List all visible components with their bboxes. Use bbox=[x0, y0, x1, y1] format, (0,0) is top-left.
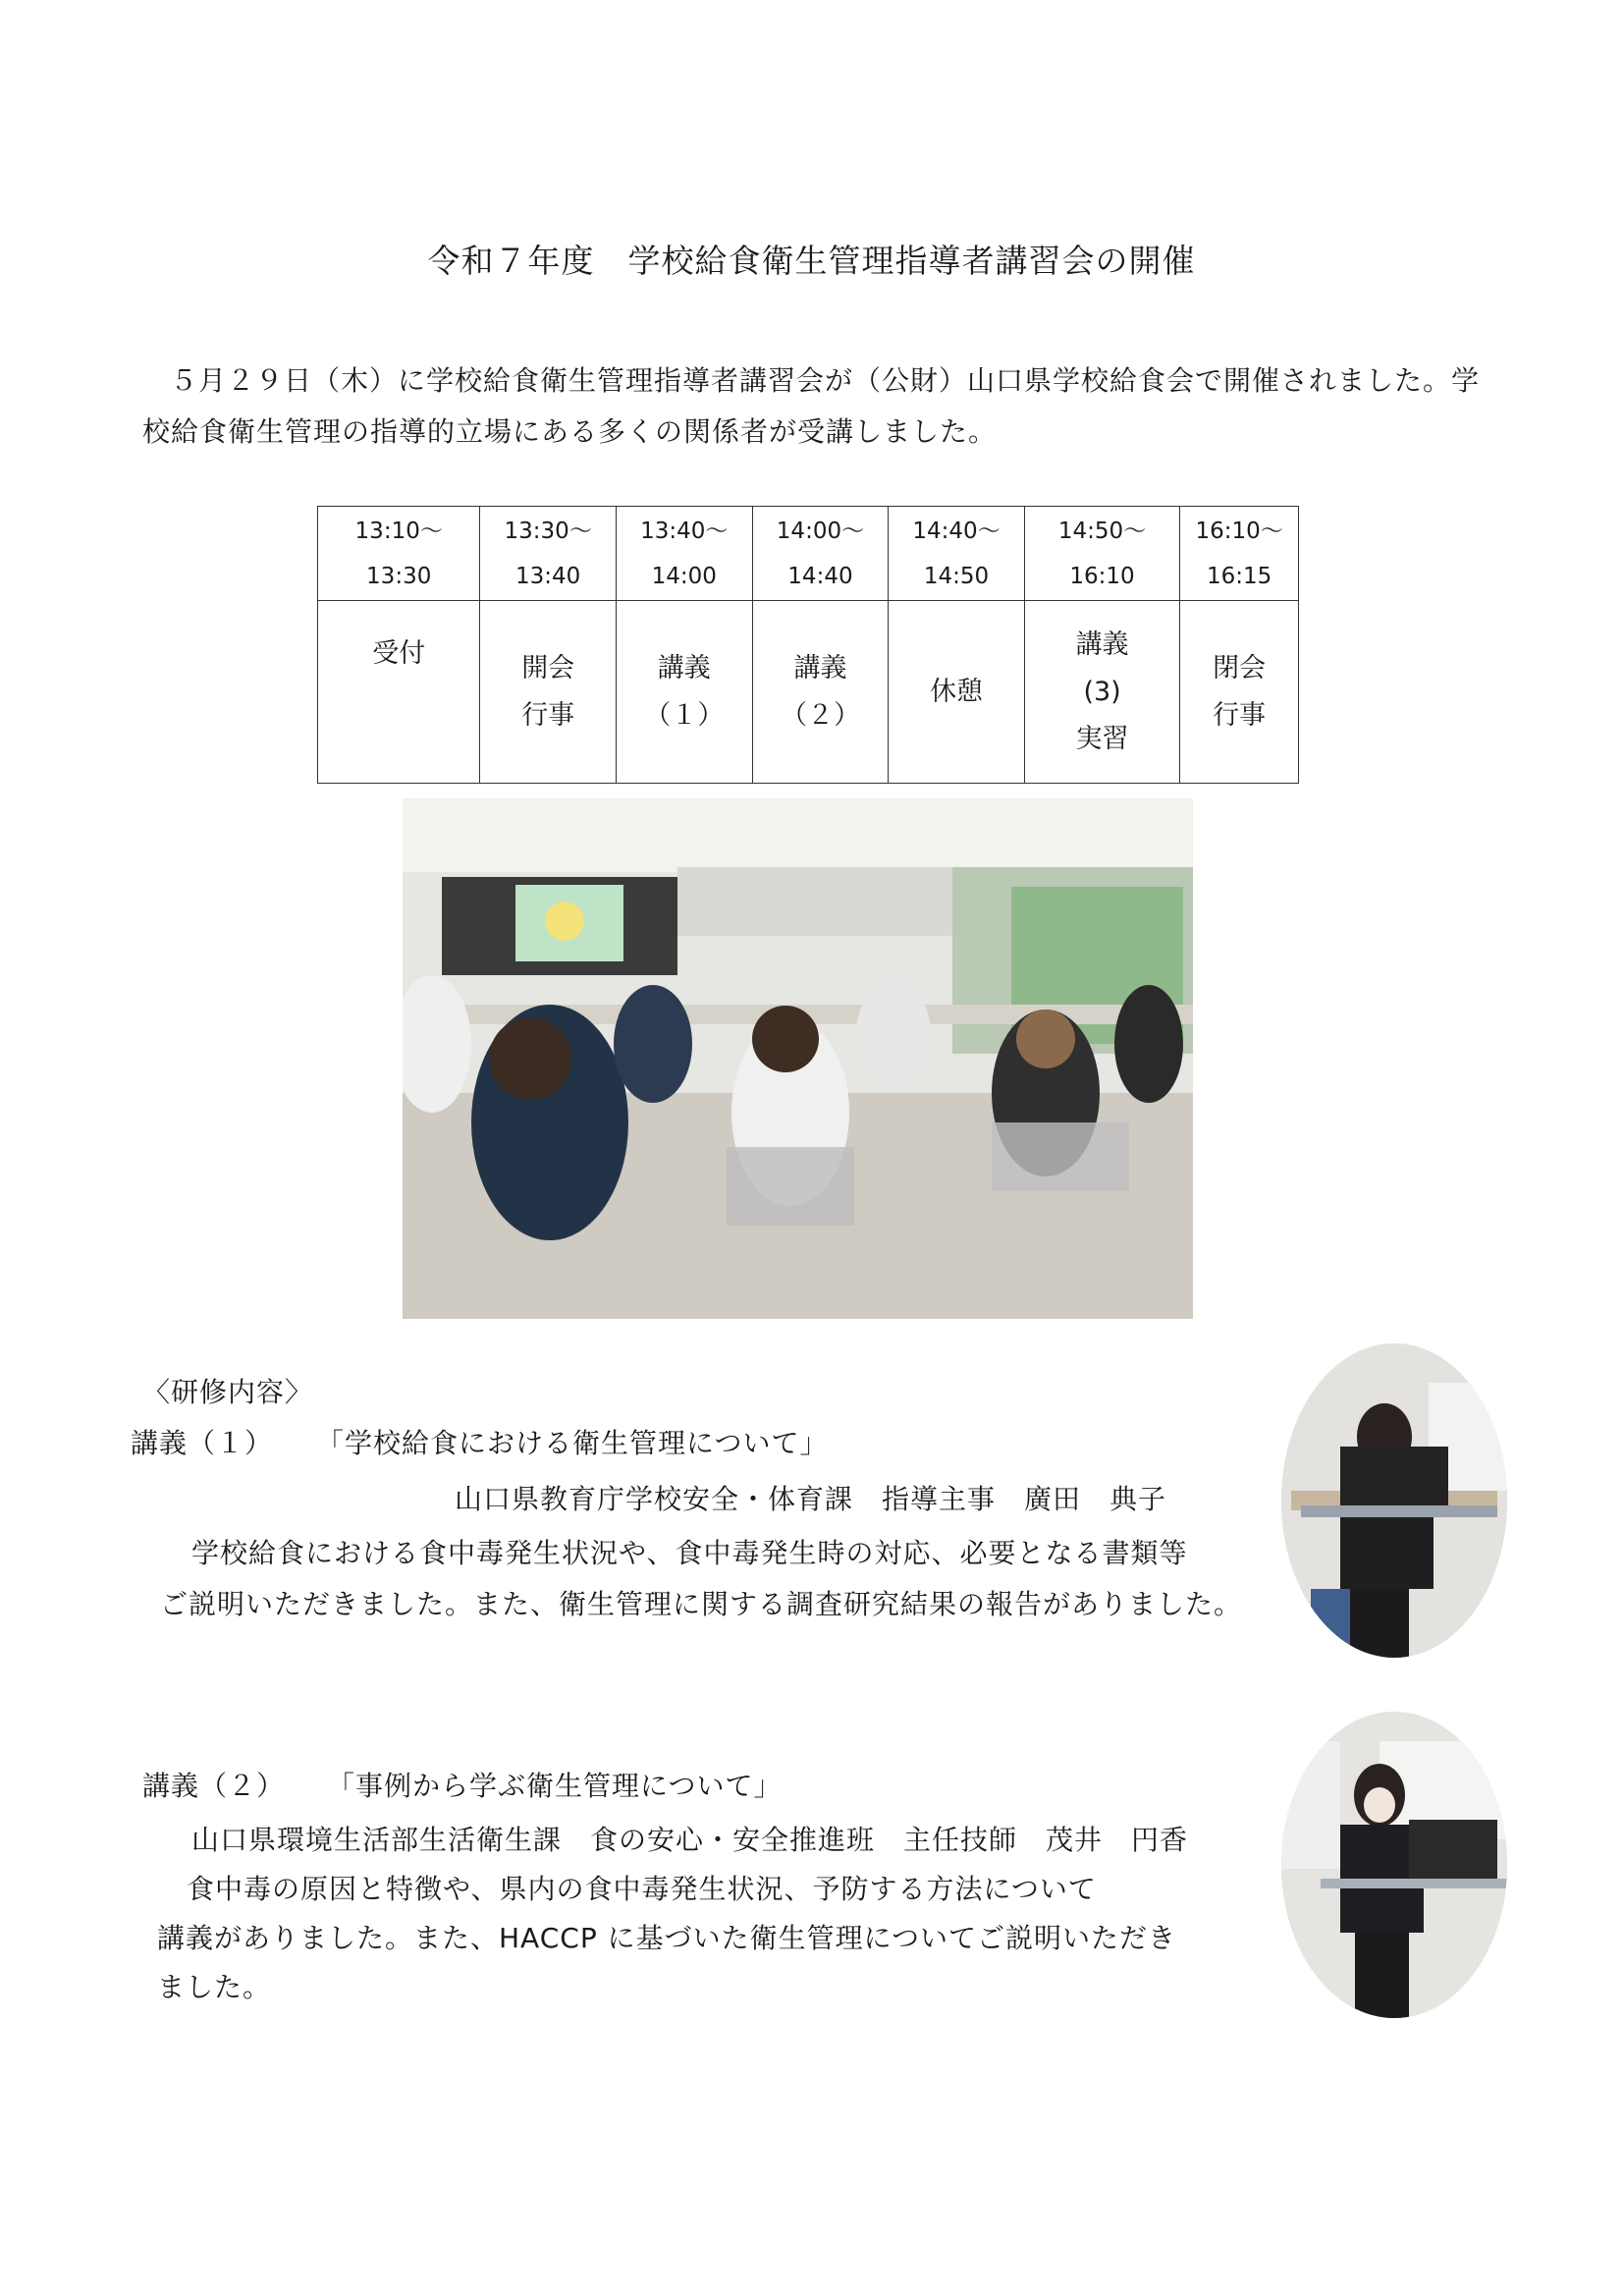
intro-line: ５月２９日（木）に学校給食衛生管理指導者講習会が（公財）山口県学校給食会で開催されました。学 bbox=[170, 364, 1481, 397]
schedule-time-cell: 16:10～ 16:15 bbox=[1180, 507, 1299, 601]
schedule-activity-cell: 講義 (3) 実習 bbox=[1024, 601, 1179, 784]
classroom-photo bbox=[403, 798, 1193, 1319]
schedule-activity-cell: 受付 bbox=[318, 601, 480, 784]
schedule-activity-cell: 休憩 bbox=[889, 601, 1025, 784]
lecture1-description: ご説明いただきました。また、衛生管理に関する調査研究結果の報告がありました。 bbox=[160, 1588, 1243, 1620]
section-heading: 〈研修内容〉 bbox=[142, 1376, 314, 1408]
lecture1-label: 講義（１） bbox=[131, 1427, 274, 1459]
lecturer2-photo bbox=[1281, 1712, 1507, 2018]
schedule-activity-row bbox=[318, 601, 1299, 784]
lecture1-title: 「学校給食における衛生管理について」 bbox=[316, 1427, 829, 1459]
schedule-time-row bbox=[318, 507, 1299, 601]
schedule-time-cell: 13:10～ 13:30 bbox=[318, 507, 480, 601]
lecture2-description: 講義がありました。また、HACCP に基づいた衛生管理についてご説明いただき bbox=[157, 1922, 1177, 1954]
schedule-activity-cell: 講義 （１） bbox=[616, 601, 752, 784]
schedule-time-cell: 14:00～ 14:40 bbox=[752, 507, 889, 601]
lecture1-speaker: 山口県教育庁学校安全・体育課 指導主事 廣田 典子 bbox=[455, 1483, 1167, 1515]
schedule-activity-cell: 閉会 行事 bbox=[1180, 601, 1299, 784]
lecture2-title: 「事例から学ぶ衛生管理について」 bbox=[327, 1770, 783, 1802]
lecture2-description: 食中毒の原因と特徴や、県内の食中毒発生状況、予防する方法について bbox=[187, 1873, 1097, 1905]
schedule-activity-cell: 開会 行事 bbox=[480, 601, 617, 784]
lecture2-speaker: 山口県環境生活部生活衛生課 食の安心・安全推進班 主任技師 茂井 円香 bbox=[191, 1824, 1189, 1856]
schedule-time-cell: 13:40～ 14:00 bbox=[616, 507, 752, 601]
page-title: 令和７年度 学校給食衛生管理指導者講習会の開催 bbox=[427, 242, 1196, 280]
lecturer1-photo bbox=[1281, 1343, 1507, 1658]
lecture2-description: ました。 bbox=[157, 1971, 272, 2003]
schedule-time-cell: 14:40～ 14:50 bbox=[889, 507, 1025, 601]
intro-line: 校給食衛生管理の指導的立場にある多くの関係者が受講しました。 bbox=[142, 415, 998, 448]
intro-paragraph bbox=[142, 355, 1497, 458]
schedule-activity-cell: 講義 （２） bbox=[752, 601, 889, 784]
lecture1-description: 学校給食における食中毒発生状況や、食中毒発生時の対応、必要となる書類等 bbox=[191, 1537, 1188, 1569]
schedule-table bbox=[317, 506, 1299, 784]
lecture2-label: 講義（２） bbox=[142, 1770, 286, 1802]
schedule-time-cell: 14:50～ 16:10 bbox=[1024, 507, 1179, 601]
schedule-time-cell: 13:30～ 13:40 bbox=[480, 507, 617, 601]
